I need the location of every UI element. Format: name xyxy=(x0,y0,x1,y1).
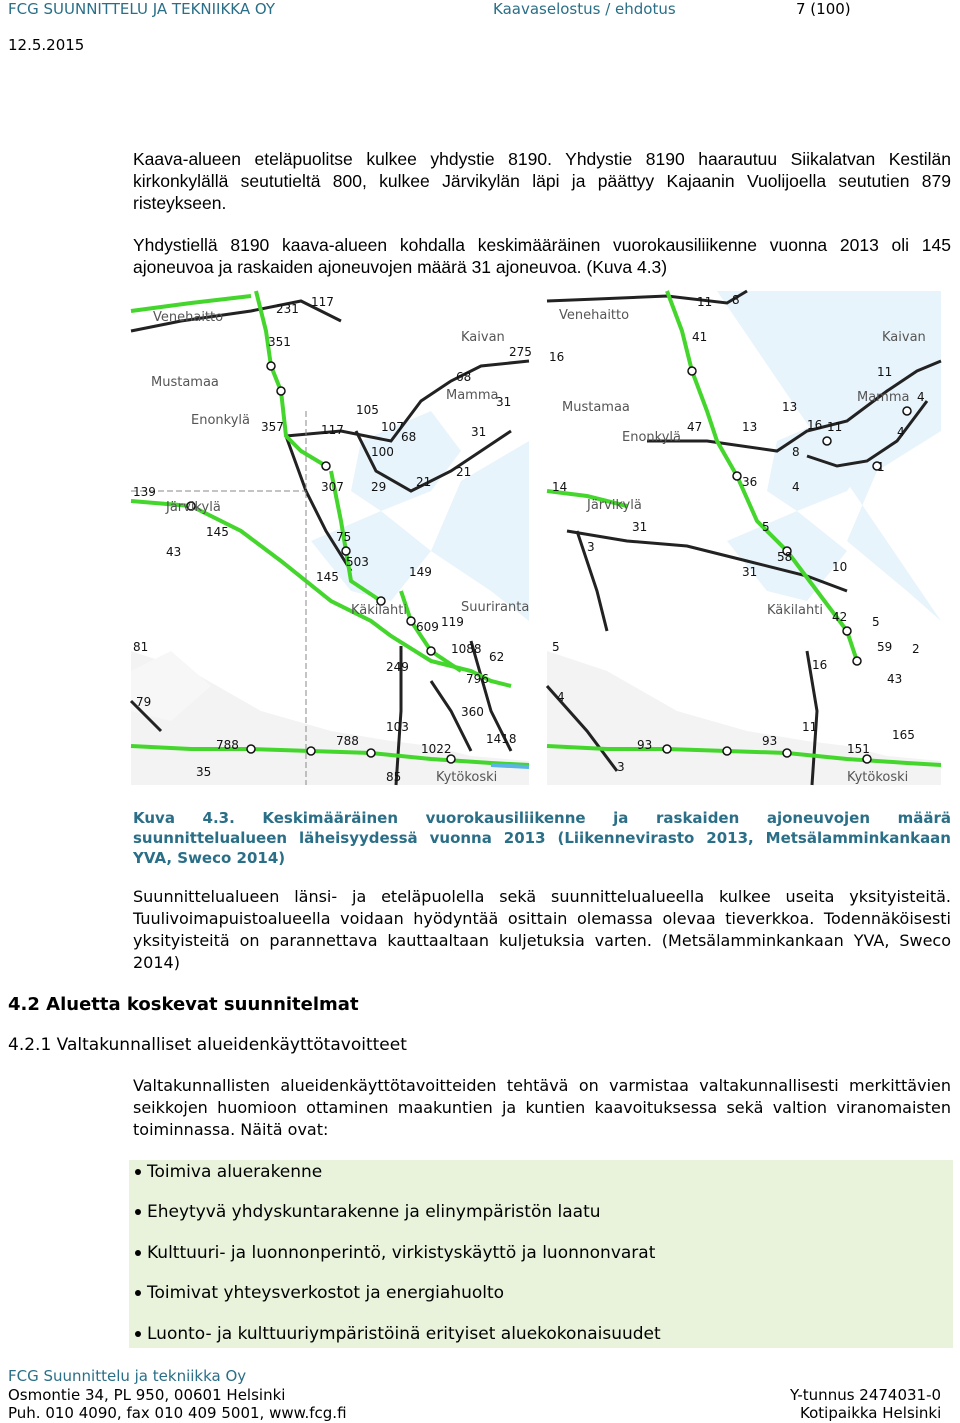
place-label: Kytökoski xyxy=(436,770,498,785)
traffic-label: 1418 xyxy=(486,732,517,746)
traffic-label: 1088 xyxy=(451,642,482,656)
traffic-label: 796 xyxy=(466,672,489,686)
traffic-label: 8 xyxy=(792,445,800,459)
list-item: Eheytyvä yhdyskuntarakenne ja elinympäristön laatu xyxy=(135,1202,601,1222)
traffic-label: 13 xyxy=(742,420,758,434)
traffic-label: 68 xyxy=(456,370,472,384)
traffic-label: 79 xyxy=(136,695,152,709)
traffic-label: 11 xyxy=(697,295,713,309)
place-label: Mamma xyxy=(446,388,499,403)
traffic-label: 21 xyxy=(416,475,432,489)
footer-address: Osmontie 34, PL 950, 00601 Helsinki xyxy=(8,1386,286,1404)
traffic-map-left xyxy=(131,291,532,785)
traffic-label: 43 xyxy=(166,545,182,559)
bullet-icon xyxy=(135,1290,141,1296)
header-page-number: 7 (100) xyxy=(796,0,851,18)
traffic-label: 85 xyxy=(386,770,402,784)
traffic-label: 231 xyxy=(276,302,299,316)
traffic-label: 117 xyxy=(321,423,344,437)
traffic-label: 1022 xyxy=(421,742,452,756)
traffic-label: 357 xyxy=(261,420,284,434)
traffic-label: 2 xyxy=(912,642,920,656)
traffic-label: 360 xyxy=(461,705,484,719)
list-item: Luonto- ja kulttuuriympäristöinä erityiset aluekokonaisuudet xyxy=(135,1324,661,1344)
traffic-label: 149 xyxy=(409,565,432,579)
traffic-label: 47 xyxy=(687,420,703,434)
traffic-label: 609 xyxy=(416,620,439,634)
list-item: Toimivat yhteysverkostot ja energiahuolto xyxy=(135,1283,504,1303)
traffic-label: 107 xyxy=(381,420,404,434)
place-label: Mustamaa xyxy=(151,375,219,390)
traffic-label: 3 xyxy=(617,760,625,774)
body-paragraph-3: Suunnittelualueen länsi- ja eteläpuolella sekä suunnittelualueella kulkee useita yksityisteitä. Tuulivoimapuistoalueella voidaan hyödyntää osittain olemassa olevaa tieverkkoa. Todennäköisesti yksityisteitä on parannettava kauttaaltaan kuljetuksia varten. (Metsälamminkankaan YVA, Sweco 2014) xyxy=(133,887,951,972)
traffic-label: 81 xyxy=(133,640,149,654)
traffic-label: 21 xyxy=(456,465,472,479)
body-paragraph-4: Valtakunnallisten alueidenkäyttötavoitteiden tehtävä on varmistaa valtakunnallisesti merkittävien seikkojen huomioon ottaminen maakuntien ja kuntien kaavoituksessa sekä valtion viranomaisten toiminnassa. Näitä ovat: xyxy=(133,1076,951,1139)
place-label: Venehaitto xyxy=(559,308,630,323)
traffic-label: 5 xyxy=(552,640,560,654)
traffic-label: 93 xyxy=(637,738,653,752)
traffic-label: 93 xyxy=(762,734,778,748)
traffic-label: 10 xyxy=(832,560,848,574)
traffic-label: 503 xyxy=(346,555,369,569)
traffic-label: 16 xyxy=(807,418,823,432)
place-label: Kytökoski xyxy=(847,770,909,785)
traffic-map-right xyxy=(547,291,941,785)
traffic-label: 4 xyxy=(897,425,905,439)
traffic-label: 42 xyxy=(832,610,848,624)
place-label: Mustamaa xyxy=(562,400,630,415)
place-label: Järvikylä xyxy=(587,498,642,513)
traffic-label: 4 xyxy=(557,690,565,704)
traffic-label: 16 xyxy=(549,350,565,364)
bullet-icon xyxy=(135,1331,141,1337)
traffic-label: 41 xyxy=(692,330,708,344)
header-doc-type: Kaavaselostus / ehdotus xyxy=(493,0,676,18)
traffic-label: 4 xyxy=(792,480,800,494)
list-item: Kulttuuri- ja luonnonperintö, virkistyskäyttö ja luonnonvarat xyxy=(135,1243,655,1263)
place-label: Mamma xyxy=(857,390,910,405)
bullet-icon xyxy=(135,1250,141,1256)
traffic-label: 117 xyxy=(311,295,334,309)
traffic-label: 151 xyxy=(847,742,870,756)
traffic-label: 13 xyxy=(782,400,798,414)
traffic-label: 275 xyxy=(509,345,532,359)
traffic-label: 31 xyxy=(496,395,512,409)
header-company: FCG SUUNNITTELU JA TEKNIIKKA OY xyxy=(8,0,276,18)
traffic-label: 8 xyxy=(732,293,740,307)
traffic-label: 35 xyxy=(196,765,212,779)
traffic-label: 62 xyxy=(489,650,505,664)
footer-kotipaikka: Kotipaikka Helsinki xyxy=(800,1404,942,1422)
traffic-label: 1 xyxy=(877,460,885,474)
traffic-label: 43 xyxy=(887,672,903,686)
traffic-label: 3 xyxy=(587,540,595,554)
traffic-label: 165 xyxy=(892,728,915,742)
traffic-label: 351 xyxy=(268,335,291,349)
place-label: Järvikylä xyxy=(166,500,221,515)
header-date: 12.5.2015 xyxy=(8,36,85,54)
traffic-label: 5 xyxy=(872,615,880,629)
place-label: Enonkylä xyxy=(191,413,250,428)
section-heading-4-2: 4.2 Aluetta koskevat suunnitelmat xyxy=(8,994,359,1015)
bullet-icon xyxy=(135,1209,141,1215)
traffic-label: 105 xyxy=(356,403,379,417)
footer-phone: Puh. 010 4090, fax 010 409 5001, www.fcg.fi xyxy=(8,1404,347,1422)
traffic-label: 4 xyxy=(917,390,925,404)
traffic-label: 31 xyxy=(632,520,648,534)
figure-caption: Kuva 4.3. Keskimääräinen vuorokausiliikenne ja raskaiden ajoneuvojen määrä suunnittelualueen läheisyydessä vuonna 2013 (Liikennevirasto 2013, Metsälamminkankaan YVA, Sweco 2014) xyxy=(133,809,951,867)
traffic-label: 11 xyxy=(877,365,893,379)
traffic-label: 119 xyxy=(441,615,464,629)
traffic-label: 5 xyxy=(762,520,770,534)
traffic-label: 249 xyxy=(386,660,409,674)
traffic-label: 145 xyxy=(206,525,229,539)
place-label: Kaivan xyxy=(882,330,926,345)
traffic-label: 11 xyxy=(827,420,843,434)
traffic-label: 788 xyxy=(336,734,359,748)
intro-paragraph-2: Yhdystiellä 8190 kaava-alueen kohdalla keskimääräinen vuorokausiliikenne vuonna 2013 oli 145 ajoneuvoa ja raskaiden ajoneuvojen määrä 31 ajoneuvoa. (Kuva 4.3) xyxy=(133,235,951,277)
traffic-label: 31 xyxy=(471,425,487,439)
place-label: Kaivan xyxy=(461,330,505,345)
traffic-label: 75 xyxy=(336,530,352,544)
traffic-label: 139 xyxy=(133,485,156,499)
goals-list xyxy=(129,1160,953,1348)
traffic-label: 36 xyxy=(742,475,758,489)
intro-paragraph-1: Kaava-alueen eteläpuolitse kulkee yhdystie 8190. Yhdystie 8190 haarautuu Siikalatvan Kestilän kirkonkylällä seututieltä 800, kulkee Järvikylän läpi ja päättyy Kajaanin Vuolijoella seututien 879 risteykseen. xyxy=(133,149,951,213)
traffic-label: 103 xyxy=(386,720,409,734)
traffic-label: 59 xyxy=(877,640,893,654)
traffic-label: 58 xyxy=(777,550,793,564)
footer-company: FCG Suunnittelu ja tekniikka Oy xyxy=(8,1367,247,1385)
traffic-label: 100 xyxy=(371,445,394,459)
section-heading-4-2-1: 4.2.1 Valtakunnalliset alueidenkäyttötavoitteet xyxy=(8,1035,407,1055)
place-label: Suuriranta xyxy=(461,600,530,615)
place-label: Venehaitto xyxy=(153,310,224,325)
traffic-label: 31 xyxy=(742,565,758,579)
place-label: Käkilahti xyxy=(767,603,823,618)
bullet-icon xyxy=(135,1169,141,1175)
traffic-label: 14 xyxy=(552,480,568,494)
traffic-label: 16 xyxy=(812,658,828,672)
traffic-label: 11 xyxy=(802,720,818,734)
traffic-label: 29 xyxy=(371,480,387,494)
footer-ytunnus: Y-tunnus 2474031-0 xyxy=(790,1386,942,1404)
traffic-label: 145 xyxy=(316,570,339,584)
place-label: Enonkylä xyxy=(622,430,681,445)
traffic-label: 788 xyxy=(216,738,239,752)
traffic-label: 307 xyxy=(321,480,344,494)
list-item: Toimiva aluerakenne xyxy=(135,1162,322,1182)
place-label: Käkilahti xyxy=(351,603,407,618)
traffic-label: 68 xyxy=(401,430,417,444)
